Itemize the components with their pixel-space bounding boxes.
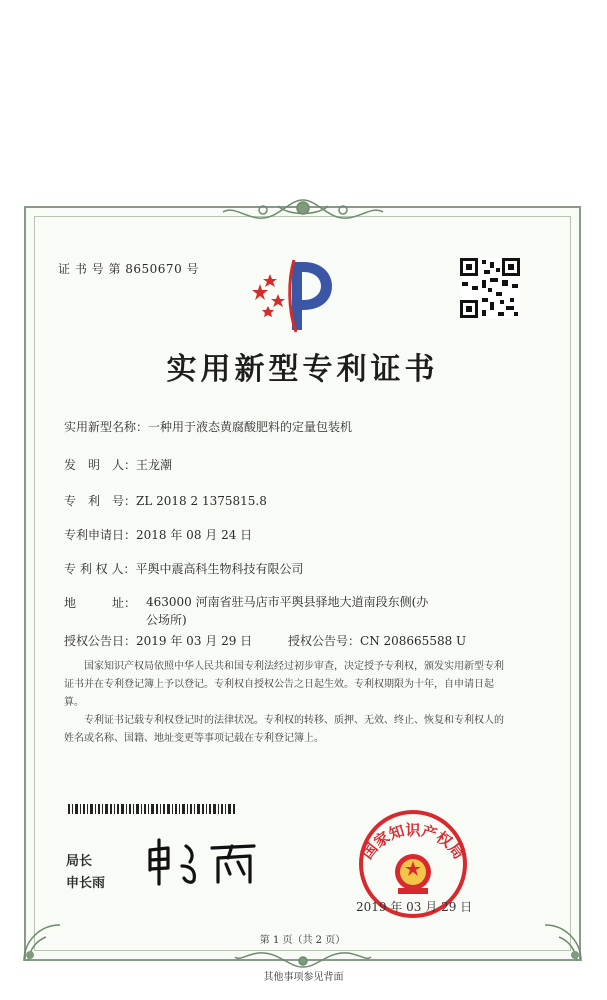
- director-title: 局长: [66, 854, 93, 869]
- patentee-row: [64, 560, 303, 577]
- issue-date: 2019 年 03 月 29 日: [356, 900, 473, 914]
- top-ornament: [218, 196, 388, 226]
- patent-office-logo-icon: [248, 254, 338, 334]
- grant-date-value: 2019 年 03 月 29 日: [136, 634, 253, 648]
- grant-statement-paragraph: 国家知识产权局依照中华人民共和国专利法经过初步审查，决定授予专利权，颁发实用新型专利证书并在专利登记簿上予以登记。专利权自授权公告之日起生效。专利权期限为十年，自申请日起算。: [64, 661, 504, 708]
- utility-model-name-row: [64, 418, 352, 435]
- filing-date-row: [64, 526, 252, 543]
- certificate-title: 实用新型专利证书: [166, 352, 439, 387]
- certificate-number: 证 书 号 第 8650670 号: [58, 262, 200, 276]
- patent-number-value: ZL 2018 2 1375815.8: [136, 494, 267, 508]
- patent-number-row: [64, 492, 267, 509]
- filing-date-value: 2018 年 08 月 24 日: [136, 528, 253, 542]
- page-number: 第 1 页（共 2 页）: [259, 935, 346, 946]
- barcode-icon: [68, 804, 238, 814]
- address-value: 463000 河南省驻马店市平舆县驿地大道南段东侧(办公场所): [146, 595, 429, 627]
- utility-model-name-label: 实用新型名称：: [64, 420, 149, 434]
- patent-number-label: 专 利 号：: [64, 494, 137, 508]
- svg-text:国家知识产权局: 国家知识产权局: [358, 821, 468, 863]
- director-name: 申长雨: [66, 876, 106, 891]
- grant-number-value: CN 208665588 U: [360, 634, 467, 648]
- address-label-row: [64, 594, 136, 611]
- address-label: 地 址：: [64, 596, 137, 610]
- back-page-note: 其他事项参见背面: [263, 972, 344, 983]
- inventor-value: 王龙潮: [136, 458, 173, 472]
- grant-date-row: [64, 632, 252, 649]
- legal-status-paragraph: 专利证书记载专利权登记时的法律状况。专利权的转移、质押、无效、终止、恢复和专利权人的姓名或名称、国籍、地址变更等事项记载在专利登记簿上。: [64, 715, 504, 744]
- filing-date-label: 专利申请日：: [64, 528, 137, 542]
- patentee-label: 专 利 权 人：: [64, 562, 136, 576]
- utility-model-name-value: 一种用于液态黄腐酸肥料的定量包装机: [148, 420, 353, 434]
- patentee-value: 平舆中震高科生物科技有限公司: [135, 562, 304, 576]
- certificate-sheet: [24, 206, 581, 961]
- director-signature-icon: [146, 836, 266, 888]
- grant-number-row: [288, 632, 466, 649]
- grant-number-label: 授权公告号：: [288, 634, 361, 648]
- grant-date-label: 授权公告日：: [64, 634, 137, 648]
- inventor-label: 发 明 人：: [64, 458, 137, 472]
- qr-code-icon: [460, 258, 520, 318]
- inventor-row: [64, 456, 172, 473]
